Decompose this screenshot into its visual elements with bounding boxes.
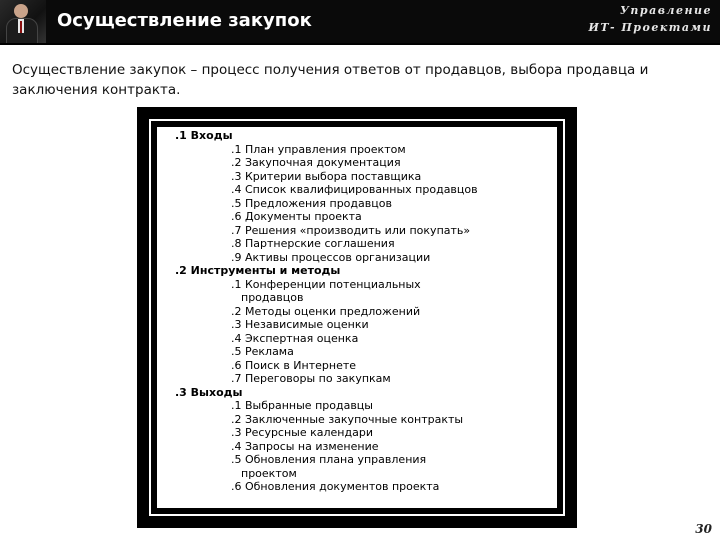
list-item: .2 Методы оценки предложений <box>231 304 421 318</box>
presenter-photo <box>0 0 46 43</box>
list-item: .1 Выбранные продавцы <box>231 399 373 412</box>
list-item: .7 Решения «производить или покупать» <box>231 223 471 237</box>
brand-line-2: ИТ- Проектами <box>588 21 712 34</box>
process-diagram-frame <box>137 107 577 528</box>
section-heading: .3 Выходы <box>175 385 243 399</box>
intro-text: Осуществление закупок – процесс получения ответов от продавцов, выбора продавца и заключения контракта. <box>12 62 649 98</box>
list-item: .5 Предложения продавцов <box>231 196 392 210</box>
list-item: .6 Поиск в Интернете <box>231 358 357 372</box>
page-number: 30 <box>695 522 712 536</box>
section-heading: .1 Входы <box>175 129 233 142</box>
course-brand <box>588 2 712 36</box>
title-rule <box>0 43 720 45</box>
list-item: .4 Запросы на изменение <box>231 439 379 453</box>
list-item-continuation: продавцов <box>241 291 304 304</box>
slide-title: Осуществление закупок <box>57 10 312 31</box>
list-item: .2 Закупочная документация <box>231 156 401 169</box>
list-item: .4 Экспертная оценка <box>231 331 359 345</box>
frame-border <box>149 119 565 516</box>
photo-tie <box>20 21 22 33</box>
title-bar <box>0 0 720 43</box>
list-item: .3 Критерии выбора поставщика <box>231 169 422 183</box>
list-item: .1 План управления проектом <box>231 142 406 156</box>
list-item: .3 Независимые оценки <box>231 318 369 331</box>
brand-line-1: Управление <box>619 4 712 17</box>
list-item: .5 Реклама <box>231 345 294 358</box>
list-item: .8 Партнерские соглашения <box>231 237 395 250</box>
list-item: .6 Документы проекта <box>231 210 362 223</box>
list-item: .7 Переговоры по закупкам <box>231 372 391 385</box>
list-item: .3 Ресурсные календари <box>231 426 373 439</box>
list-item: .6 Обновления документов проекта <box>231 480 440 493</box>
list-item: .9 Активы процессов организации <box>231 250 431 264</box>
list-item: .1 Конференции потенциальных <box>231 277 421 291</box>
list-item: .4 Список квалифицированных продавцов <box>231 183 478 196</box>
list-item: .5 Обновления плана управления <box>231 453 427 466</box>
process-list <box>175 129 555 494</box>
process-panel <box>157 127 557 508</box>
photo-head <box>14 4 28 18</box>
list-item-continuation: проектом <box>241 466 297 480</box>
list-item: .2 Заключенные закупочные контракты <box>231 412 464 426</box>
section-heading: .2 Инструменты и методы <box>175 264 341 277</box>
